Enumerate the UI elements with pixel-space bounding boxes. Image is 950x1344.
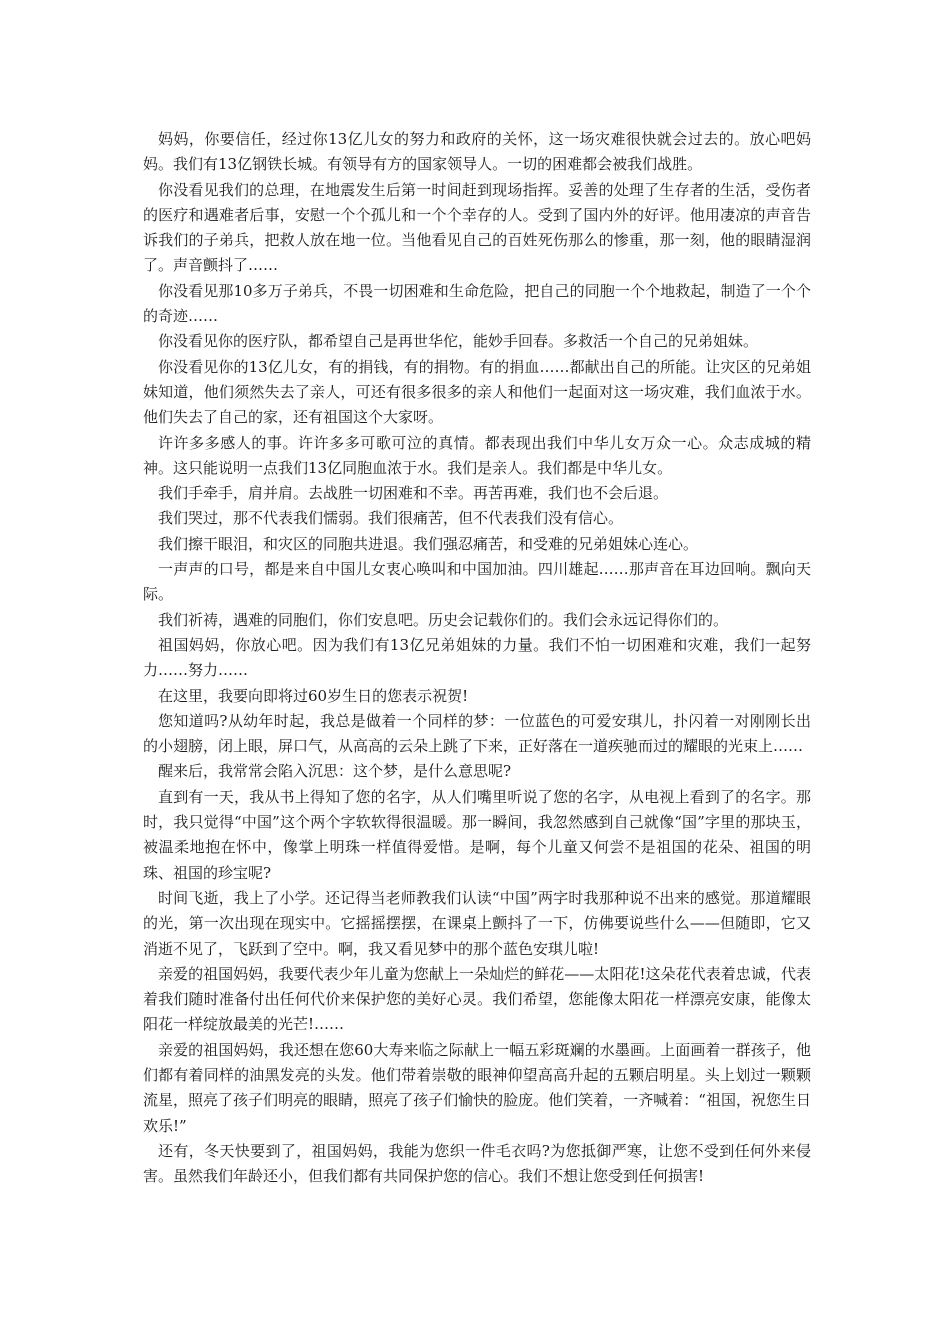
paragraph: 亲爱的祖国妈妈，我要代表少年儿童为您献上一朵灿烂的鲜花——太阳花!这朵花代表着忠诚，代表着我们随时准备付出任何代价来保护您的美好心灵。我们希望，您能像太阳花一样漂亮安康，能像太阳花一样绽放最美的光芒!…… [143,964,811,1034]
document-body [143,127,811,1189]
paragraph: 在这里，我要向即将过60岁生日的您表示祝贺! [158,686,469,705]
paragraph: 我们手牵手，肩并肩。去战胜一切困难和不幸。再苦再难，我们也不会后退。 [158,484,669,503]
paragraph: 一声声的口号，都是来自中国儿女衷心唤叫和中国加油。四川雄起……那声音在耳边回响。飘向天际。 [143,560,811,604]
paragraph: 妈妈，你要信任，经过你13亿儿女的努力和政府的关怀，这一场灾难很快就会过去的。放心吧妈妈。我们有13亿钢铁长城。有领导有方的国家领导人。一切的困难都会被我们战胜。 [143,130,811,174]
paragraph: 您知道吗?从幼年时起，我总是做着一个同样的梦：一位蓝色的可爱安琪儿，扑闪着一对刚刚长出的小翅膀，闭上眼，屏口气，从高高的云朵上跳了下来，正好落在一道疾驰而过的耀眼的光束上…… [143,711,811,756]
paragraph: 你没看见我们的总理，在地震发生后第一时间赶到现场指挥。妥善的处理了生存者的生活，受伤者的医疗和遇难者后事，安慰一个个孤儿和一个个幸存的人。受到了国内外的好评。他用凄凉的声音告诉我们的子弟兵，把救人放在地一位。当他看见自己的百姓死伤那么的惨重，那一刻，他的眼睛湿润了。声音颤抖了…… [143,180,811,275]
paragraph: 我们祈祷，遇难的同胞们，你们安息吧。历史会记载你们的。我们会永远记得你们的。 [158,610,729,629]
paragraph: 我们哭过，那不代表我们懦弱。我们很痛苦，但不代表我们没有信心。 [158,509,624,528]
paragraph: 许许多多感人的事。许许多多可歌可泣的真情。都表现出我们中华儿女万众一心。众志成城的精神。这只能说明一点我们13亿同胞血浓于水。我们是亲人。我们都是中华儿女。 [143,433,811,477]
paragraph: 祖国妈妈，你放心吧。因为我们有13亿兄弟姐妹的力量。我们不怕一切困难和灾难，我们一起努力……努力…… [143,635,811,680]
paragraph: 还有，冬天快要到了，祖国妈妈，我能为您织一件毛衣吗?为您抵御严寒，让您不受到任何外来侵害。虽然我们年龄还小，但我们都有共同保护您的信心。我们不想让您受到任何损害! [143,1141,811,1186]
paragraph: 你没看见你的13亿儿女，有的捐钱，有的捐物。有的捐血……都献出自己的所能。让灾区的兄弟姐妹知道，他们须然失去了亲人，可还有很多很多的亲人和他们一起面对这一场灾难，我们血浓于水。他们失去了自己的家，还有祖国这个大家呀。 [143,357,811,427]
paragraph: 时间飞逝，我上了小学。还记得当老师教我们认读“中国”两字时我那种说不出来的感觉。那道耀眼的光，第一次出现在现实中。它摇摇摆摆，在课桌上颤抖了一下，仿佛要说些什么——但随即，它又消逝不见了，飞跃到了空中。啊，我又看见梦中的那个蓝色安琪儿啦! [143,888,811,958]
paragraph: 亲爱的祖国妈妈，我还想在您60大寿来临之际献上一幅五彩斑斓的水墨画。上面画着一群孩子，他们都有着同样的油黑发亮的头发。他们带着崇敬的眼神仰望高高升起的五颗启明星。头上划过一颗颗流星，照亮了孩子们明亮的眼睛，照亮了孩子们愉快的脸庞。他们笑着，一齐喊着：“祖国，祝您生日欢乐!” [143,1040,811,1135]
paragraph: 你没看见你的医疗队，都希望自己是再世华佗，能妙手回春。多救活一个自己的兄弟姐妹。 [158,332,759,351]
paragraph: 醒来后，我常常会陷入沉思：这个梦，是什么意思呢? [158,762,512,781]
paragraph: 你没看见那10多万子弟兵，不畏一切困难和生命危险，把自己的同胞一个个地救起，制造了一个个的奇迹…… [143,281,811,326]
paragraph: 直到有一天，我从书上得知了您的名字，从人们嘴里听说了您的名字，从电视上看到了的名字。那时，我只觉得“中国”这个两个字软软得很温暖。那一瞬间，我忽然感到自己就像“国”字里的那块玉，被温柔地抱在怀中，像掌上明珠一样值得爱惜。是啊，每个儿童又何尝不是祖国的花朵、祖国的明珠、祖国的珍宝呢? [143,787,811,882]
paragraph: 我们擦干眼泪，和灾区的同胞共进退。我们强忍痛苦，和受难的兄弟姐妹心连心。 [158,534,699,553]
